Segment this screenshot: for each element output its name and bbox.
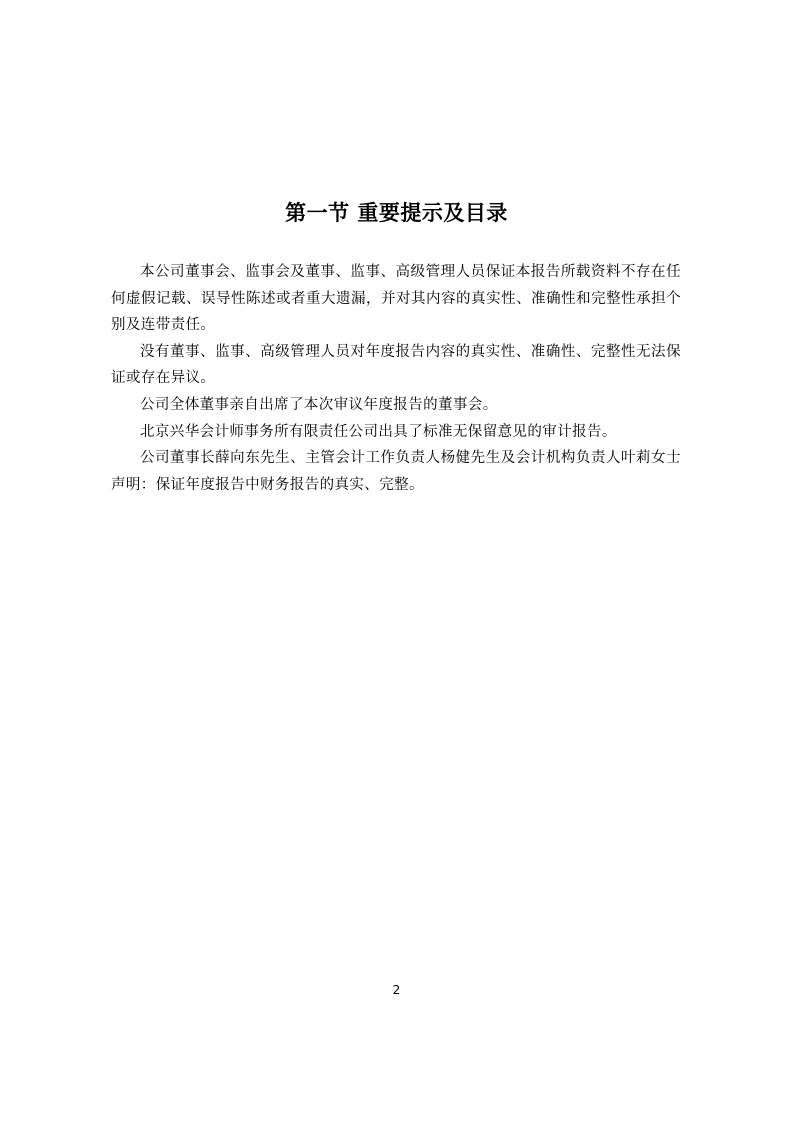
notice-paragraph-board-attendance: 公司全体董事亲自出席了本次审议年度报告的董事会。 (140, 396, 498, 413)
page-number: 2 (392, 983, 401, 997)
important-notice-body (111, 259, 681, 498)
notice-paragraph-no-objection: 没有董事、监事、高级管理人员对年度报告内容的真实性、准确性、完整性无法保证或存在异议。 (111, 343, 681, 387)
notice-paragraph-officer-statement: 公司董事长薛向东先生、主管会计工作负责人杨健先生及会计机构负责人叶莉女士声明：保证年度报告中财务报告的真实、完整。 (111, 450, 681, 493)
section-title: 第一节 重要提示及目录 (285, 201, 508, 225)
notice-paragraph-audit-opinion: 北京兴华会计师事务所有限责任公司出具了标准无保留意见的审计报告。 (140, 423, 617, 440)
notice-paragraph-responsibility: 本公司董事会、监事会及董事、监事、高级管理人员保证本报告所载资料不存在任何虚假记载、误导性陈述或者重大遗漏，并对其内容的真实性、准确性和完整性承担个别及连带责任。 (111, 264, 681, 334)
